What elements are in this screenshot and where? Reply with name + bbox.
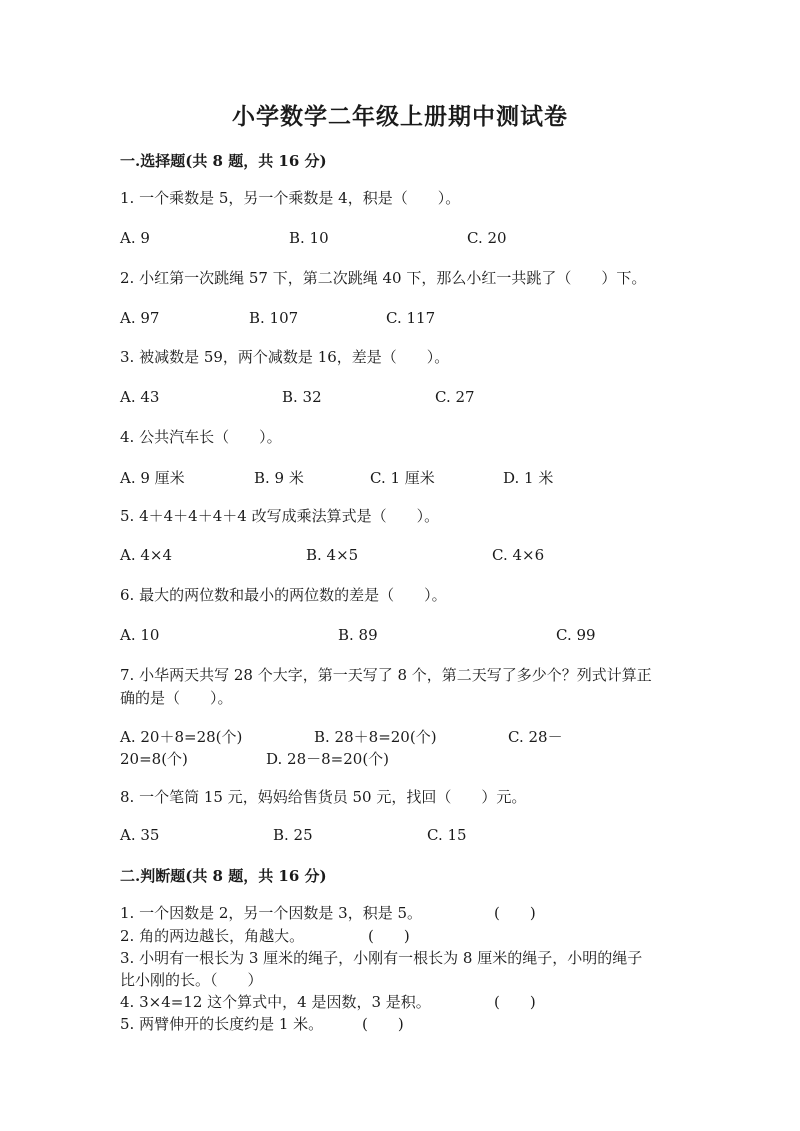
q5-option-c: C. 4×6 [492,546,545,564]
tf-item-2-answer-paren: ( ) [368,927,410,945]
q2-option-a: A. 97 [120,309,160,327]
q4-option-b: B. 9 米 [254,469,304,487]
tf-item-5-answer-paren: ( ) [362,1015,404,1033]
question-1: 1. 一个乘数是 5，另一个乘数是 4，积是（ ）。 [120,189,461,207]
q1-option-a: A. 9 [120,229,150,247]
tf-item-2-text: 2. 角的两边越长，角越大。 [120,927,305,945]
q3-option-c: C. 27 [435,388,475,406]
q7-option-d: D. 28－8=20(个) [266,750,390,768]
tf-item-4 [120,990,431,1014]
q7-option-c-cont: 20=8(个) [120,750,188,768]
q8-option-a: A. 35 [120,826,160,844]
q4-option-a: A. 9 厘米 [120,469,185,487]
question-7-line-1: 7. 小华两天共写 28 个大字，第一天写了 8 个，第二天写了多少个？列式计算正 [120,666,652,684]
question-4: 4. 公共汽车长（ ）。 [120,428,282,446]
question-6: 6. 最大的两位数和最小的两位数的差是（ ）。 [120,586,447,604]
q6-option-b: B. 89 [338,626,378,644]
tf-item-1-answer-paren: ( ) [494,904,536,922]
question-8: 8. 一个笔筒 15 元，妈妈给售货员 50 元，找回（ ）元。 [120,788,527,806]
tf-item-3-text-cont: 比小刚的长。（ ） [120,971,263,989]
q1-option-c: C. 20 [467,229,507,247]
q4-option-d: D. 1 米 [503,469,554,487]
q5-option-a: A. 4×4 [120,546,173,564]
tf-item-5 [120,1012,323,1036]
page-title: 小学数学二年级上册期中测试卷 [232,103,568,130]
q2-option-b: B. 107 [249,309,299,327]
q1-option-b: B. 10 [289,229,329,247]
tf-item-1-text: 1. 一个因数是 2，另一个因数是 3，积是 5。 [120,904,423,922]
q7-option-a: A. 20＋8=28(个) [120,728,243,746]
question-2: 2. 小红第一次跳绳 57 下，第二次跳绳 40 下，那么小红一共跳了（ ）下。 [120,269,647,287]
q3-option-a: A. 43 [120,388,160,406]
q5-option-b: B. 4×5 [306,546,359,564]
question-3: 3. 被减数是 59，两个减数是 16，差是（ ）。 [120,348,450,366]
q3-option-b: B. 32 [282,388,322,406]
q2-option-c: C. 117 [386,309,436,327]
q7-option-c: C. 28－ [508,728,563,746]
q4-option-c: C. 1 厘米 [370,469,435,487]
tf-item-3-line-2 [120,968,263,992]
question-5: 5. 4＋4＋4＋4＋4 改写成乘法算式是（ ）。 [120,507,440,525]
question-7-line-2: 确的是（ ）。 [120,689,233,707]
q8-option-b: B. 25 [273,826,313,844]
tf-item-5-text: 5. 两臂伸开的长度约是 1 米。 [120,1015,324,1033]
section-header-true-false: 二.判断题(共 8 题，共 16 分) [120,867,327,885]
tf-item-4-text: 4. 3×4=12 这个算式中，4 是因数，3 是积。 [120,993,431,1011]
tf-item-3-line-1 [120,946,642,970]
q7-option-b: B. 28＋8=20(个) [314,728,437,746]
tf-item-1 [120,901,422,925]
section-header-choice: 一.选择题(共 8 题，共 16 分) [120,152,327,170]
tf-item-4-answer-paren: ( ) [494,993,536,1011]
q6-option-a: A. 10 [120,626,160,644]
q8-option-c: C. 15 [427,826,467,844]
tf-item-2 [120,924,304,948]
q6-option-c: C. 99 [556,626,596,644]
tf-item-3-text: 3. 小明有一根长为 3 厘米的绳子，小刚有一根长为 8 厘米的绳子，小明的绳子 [120,949,643,967]
